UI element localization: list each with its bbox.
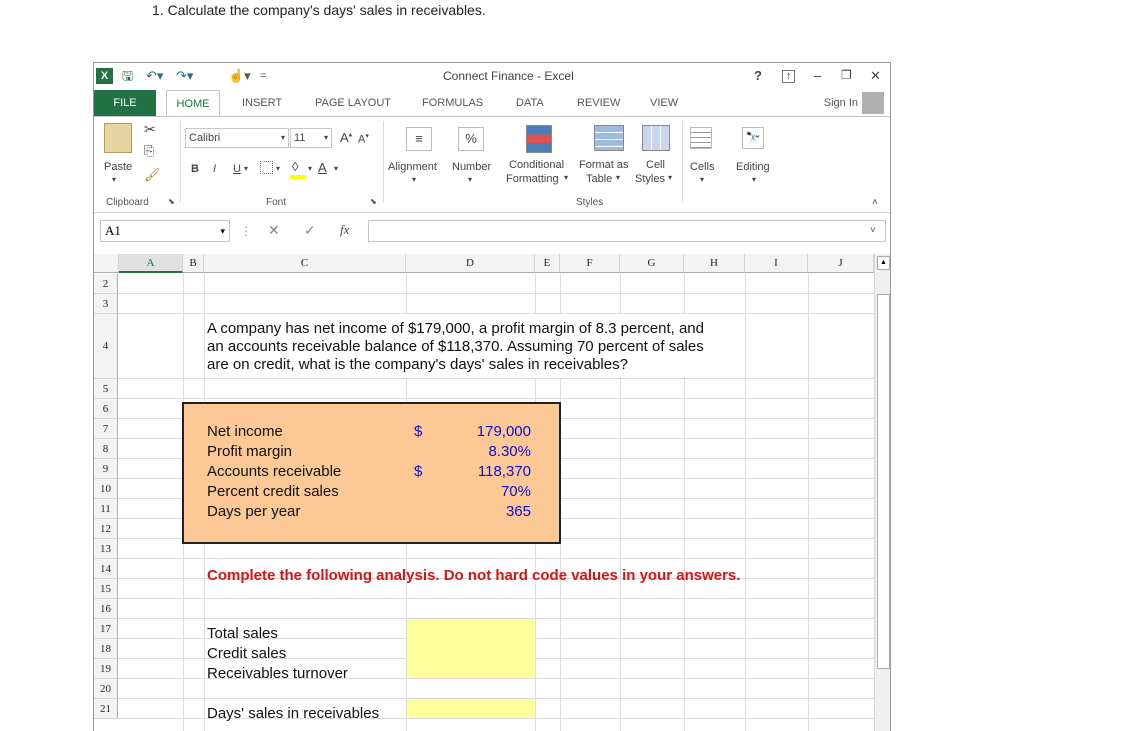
row-header[interactable]: 10 bbox=[94, 479, 118, 499]
row-header[interactable]: 7 bbox=[94, 419, 118, 439]
alignment-icon[interactable]: ≡ bbox=[406, 127, 432, 151]
collapse-ribbon-icon[interactable]: ˄ bbox=[872, 197, 878, 208]
row-header[interactable]: 8 bbox=[94, 439, 118, 459]
number-button[interactable]: Number bbox=[452, 161, 492, 173]
enter-icon[interactable]: ✓ bbox=[304, 222, 316, 238]
row-header[interactable]: 15 bbox=[94, 579, 118, 599]
analysis-label: Credit sales bbox=[207, 645, 287, 662]
insert-function-icon[interactable]: fx bbox=[340, 222, 350, 237]
redo-icon[interactable]: ↷▾ bbox=[176, 68, 194, 83]
chevron-down-icon[interactable]: ▾ bbox=[616, 173, 621, 182]
cancel-icon[interactable]: ✕ bbox=[268, 222, 280, 238]
chevron-down-icon[interactable]: ▾ bbox=[564, 173, 569, 182]
touch-mode-icon[interactable]: ☝▾ bbox=[228, 68, 251, 83]
font-group-label: Font bbox=[266, 197, 287, 208]
shrink-font-icon[interactable]: A▾ bbox=[358, 133, 369, 146]
restore-button[interactable]: ❐ bbox=[841, 68, 852, 82]
chevron-down-icon[interactable]: ▾ bbox=[244, 164, 249, 173]
input-value[interactable]: 8.30% bbox=[488, 443, 531, 460]
problem-line-1: A company has net income of $179,000, a profit margin of 8.3 percent, and bbox=[207, 320, 704, 337]
input-label: Profit margin bbox=[207, 443, 293, 460]
chevron-down-icon[interactable]: ▾ bbox=[276, 164, 281, 173]
clipboard-launcher-icon[interactable]: ⬊ bbox=[168, 197, 175, 206]
vertical-scrollbar[interactable] bbox=[874, 254, 891, 731]
underline-button[interactable]: U bbox=[233, 163, 241, 175]
input-value[interactable]: 179,000 bbox=[476, 423, 531, 440]
styles-group-label: Styles bbox=[576, 197, 604, 208]
tab-review[interactable]: REVIEW bbox=[577, 97, 621, 109]
worksheet-grid bbox=[94, 254, 874, 731]
row-header[interactable]: 3 bbox=[94, 294, 118, 314]
tab-file[interactable]: FILE bbox=[94, 90, 156, 116]
sign-in-link[interactable]: Sign In bbox=[823, 97, 858, 109]
cells-icon[interactable] bbox=[690, 127, 712, 149]
row-header[interactable]: 9 bbox=[94, 459, 118, 479]
select-all-corner[interactable] bbox=[94, 254, 119, 273]
paste-dropdown-icon[interactable]: ▾ bbox=[112, 175, 117, 184]
excel-window bbox=[93, 62, 891, 731]
avatar-icon[interactable] bbox=[862, 92, 884, 114]
name-box[interactable] bbox=[100, 220, 230, 242]
borders-icon[interactable] bbox=[260, 161, 273, 174]
formula-bar bbox=[94, 218, 890, 244]
cell-label[interactable]: Cell bbox=[646, 159, 665, 171]
input-label: Net income bbox=[207, 423, 283, 440]
format-as-table-icon[interactable] bbox=[594, 125, 624, 151]
analysis-label: Total sales bbox=[207, 625, 278, 642]
ribbon-tabs bbox=[94, 90, 890, 116]
input-label: Accounts receivable bbox=[207, 463, 342, 480]
column-header-i[interactable]: I bbox=[745, 254, 808, 273]
cut-icon[interactable]: ✂ bbox=[144, 121, 156, 137]
alignment-button[interactable]: Alignment bbox=[388, 161, 437, 173]
chevron-down-icon: ▾ bbox=[323, 133, 328, 142]
table-label[interactable]: Table bbox=[586, 173, 613, 185]
column-header-f[interactable]: F bbox=[560, 254, 620, 273]
formatting-label[interactable]: Formatting bbox=[506, 173, 559, 185]
editing-button[interactable]: Editing bbox=[736, 161, 770, 173]
format-as-label[interactable]: Format as bbox=[579, 159, 629, 171]
chevron-down-icon: ▾ bbox=[280, 133, 285, 142]
input-value[interactable]: 365 bbox=[505, 503, 531, 520]
scroll-thumb[interactable] bbox=[877, 294, 890, 669]
bold-button[interactable]: B bbox=[191, 163, 199, 175]
title-bar bbox=[94, 63, 890, 89]
tab-home[interactable]: HOME bbox=[166, 90, 220, 117]
font-launcher-icon[interactable]: ⬊ bbox=[370, 197, 377, 206]
grow-font-icon[interactable]: A▴ bbox=[340, 130, 353, 145]
help-button[interactable]: ? bbox=[754, 68, 762, 83]
column-header-e[interactable]: E bbox=[535, 254, 560, 273]
ribbon bbox=[94, 116, 890, 213]
tab-view[interactable]: VIEW bbox=[650, 97, 679, 109]
conditional-label[interactable]: Conditional bbox=[509, 159, 565, 171]
chevron-down-icon[interactable]: ▾ bbox=[308, 164, 313, 173]
input-value[interactable]: 118,370 bbox=[477, 463, 531, 480]
column-header-a[interactable]: A bbox=[119, 254, 183, 273]
font-color-icon[interactable]: A bbox=[318, 160, 327, 175]
tab-insert[interactable]: INSERT bbox=[242, 97, 283, 109]
expand-formula-icon[interactable]: ˅ bbox=[870, 225, 876, 236]
minimize-button[interactable]: – bbox=[814, 68, 822, 83]
row-header[interactable]: 21 bbox=[94, 699, 118, 719]
window-title: Connect Finance - Excel bbox=[443, 69, 574, 83]
excel-logo-icon: X bbox=[96, 68, 113, 84]
row-header[interactable]: 5 bbox=[94, 379, 118, 399]
chevron-down-icon: ▾ bbox=[220, 226, 225, 236]
dollar-sign: $ bbox=[414, 423, 423, 440]
italic-button[interactable]: I bbox=[213, 163, 217, 175]
font-name-value: Calibri bbox=[189, 132, 221, 144]
problem-line-3: are on credit, what is the company's days' sales in receivables? bbox=[207, 356, 628, 373]
row-header[interactable]: 14 bbox=[94, 559, 118, 579]
percent-icon[interactable]: % bbox=[458, 127, 484, 151]
fill-color-swatch bbox=[290, 175, 306, 179]
column-header-b[interactable]: B bbox=[183, 254, 204, 273]
row-header[interactable]: 13 bbox=[94, 539, 118, 559]
conditional-formatting-icon[interactable] bbox=[526, 125, 552, 153]
paste-icon[interactable] bbox=[104, 123, 132, 153]
row-header[interactable]: 20 bbox=[94, 679, 118, 699]
formula-input[interactable] bbox=[368, 220, 886, 242]
column-header-g[interactable]: G bbox=[620, 254, 684, 273]
ribbon-display-icon[interactable]: ↑ bbox=[782, 70, 795, 83]
input-label: Percent credit sales bbox=[207, 483, 339, 500]
styles-label[interactable]: Styles bbox=[635, 173, 665, 185]
save-icon[interactable]: 🖫 bbox=[122, 68, 134, 83]
row-header[interactable]: 4 bbox=[94, 314, 118, 379]
problem-line-2: an accounts receivable balance of $118,370. Assuming 70 percent of sales bbox=[207, 338, 704, 355]
column-header-h[interactable]: H bbox=[684, 254, 745, 273]
format-painter-icon[interactable]: 🖌 bbox=[144, 167, 161, 182]
analysis-label: Receivables turnover bbox=[207, 665, 348, 682]
question-text: 1. Calculate the company's days' sales in receivables. bbox=[152, 2, 486, 18]
tab-data[interactable]: DATA bbox=[516, 97, 544, 109]
column-header-c[interactable]: C bbox=[204, 254, 406, 273]
tab-page-layout[interactable]: PAGE LAYOUT bbox=[315, 97, 392, 109]
paste-button[interactable]: Paste bbox=[104, 161, 133, 173]
answer-input-cells[interactable] bbox=[407, 619, 535, 678]
row-header[interactable]: 18 bbox=[94, 639, 118, 659]
row-header[interactable]: 17 bbox=[94, 619, 118, 639]
chevron-down-icon[interactable]: ▾ bbox=[412, 175, 417, 184]
customize-toolbar-icon[interactable]: = bbox=[260, 70, 267, 82]
clipboard-group-label: Clipboard bbox=[106, 197, 149, 208]
chevron-down-icon[interactable]: ▾ bbox=[668, 173, 673, 182]
name-box-value: A1 bbox=[105, 223, 121, 238]
instruction-text: Complete the following analysis. Do not hard code values in your answers. bbox=[207, 567, 741, 584]
input-value[interactable]: 70% bbox=[500, 483, 531, 500]
chevron-down-icon[interactable]: ▾ bbox=[334, 164, 339, 173]
fill-color-icon[interactable]: ◊ bbox=[292, 159, 299, 174]
chevron-down-icon[interactable]: ▾ bbox=[700, 175, 705, 184]
row-header[interactable]: 6 bbox=[94, 399, 118, 419]
more-options-icon: ⋮ bbox=[240, 224, 252, 238]
binoculars-icon[interactable]: 🔭 bbox=[742, 127, 764, 149]
dollar-sign: $ bbox=[414, 463, 423, 480]
scroll-up-icon[interactable]: ▲ bbox=[877, 256, 890, 270]
font-name-box[interactable] bbox=[185, 128, 289, 148]
row-header[interactable]: 12 bbox=[94, 519, 118, 539]
close-button[interactable]: ✕ bbox=[870, 68, 881, 83]
tab-formulas[interactable]: FORMULAS bbox=[422, 97, 484, 109]
chevron-down-icon[interactable]: ▾ bbox=[468, 175, 473, 184]
font-size-box[interactable] bbox=[290, 128, 332, 148]
undo-icon[interactable]: ↶▾ bbox=[146, 68, 164, 83]
cell-styles-icon[interactable] bbox=[642, 125, 670, 151]
copy-icon[interactable]: ⎘ bbox=[144, 143, 155, 158]
row-header[interactable]: 19 bbox=[94, 659, 118, 679]
column-header-j[interactable]: J bbox=[808, 254, 874, 273]
column-header-d[interactable]: D bbox=[406, 254, 535, 273]
row-header[interactable]: 11 bbox=[94, 499, 118, 519]
input-label: Days per year bbox=[207, 503, 301, 520]
chevron-down-icon[interactable]: ▾ bbox=[752, 175, 757, 184]
font-size-value: 11 bbox=[294, 132, 306, 144]
answer-input-cell[interactable] bbox=[407, 699, 535, 718]
row-header[interactable]: 2 bbox=[94, 274, 118, 294]
row-header[interactable]: 16 bbox=[94, 599, 118, 619]
cells-button[interactable]: Cells bbox=[690, 161, 715, 173]
analysis-label: Days' sales in receivables bbox=[207, 705, 380, 722]
